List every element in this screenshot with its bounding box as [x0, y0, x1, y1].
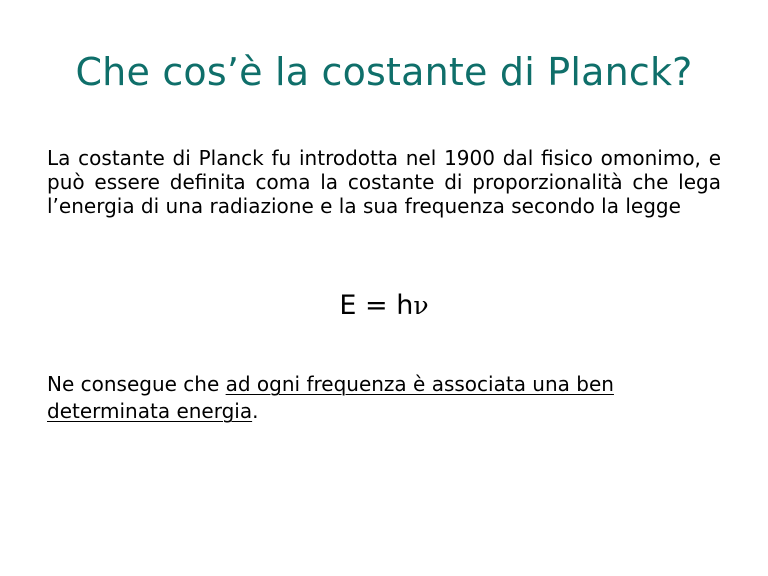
- conclusion-underlined-text: ad ogni frequenza è associata una ben determinata energia: [47, 372, 614, 423]
- conclusion-suffix: .: [252, 399, 259, 423]
- slide-title: Che cos’è la costante di Planck?: [75, 50, 693, 94]
- conclusion-prefix: Ne consegue che: [47, 372, 226, 396]
- formula-left: E = h: [339, 290, 414, 321]
- definition-paragraph: La costante di Planck fu introdotta nel 1900 dal fisico omonimo, e può essere definita coma la costante di proporzionalità che lega l’energia di una radiazione e la sua frequenza secondo la legge: [47, 146, 721, 218]
- frequency-symbol: ν: [413, 291, 429, 320]
- planck-formula: [0, 290, 768, 322]
- conclusion-text: [47, 371, 721, 425]
